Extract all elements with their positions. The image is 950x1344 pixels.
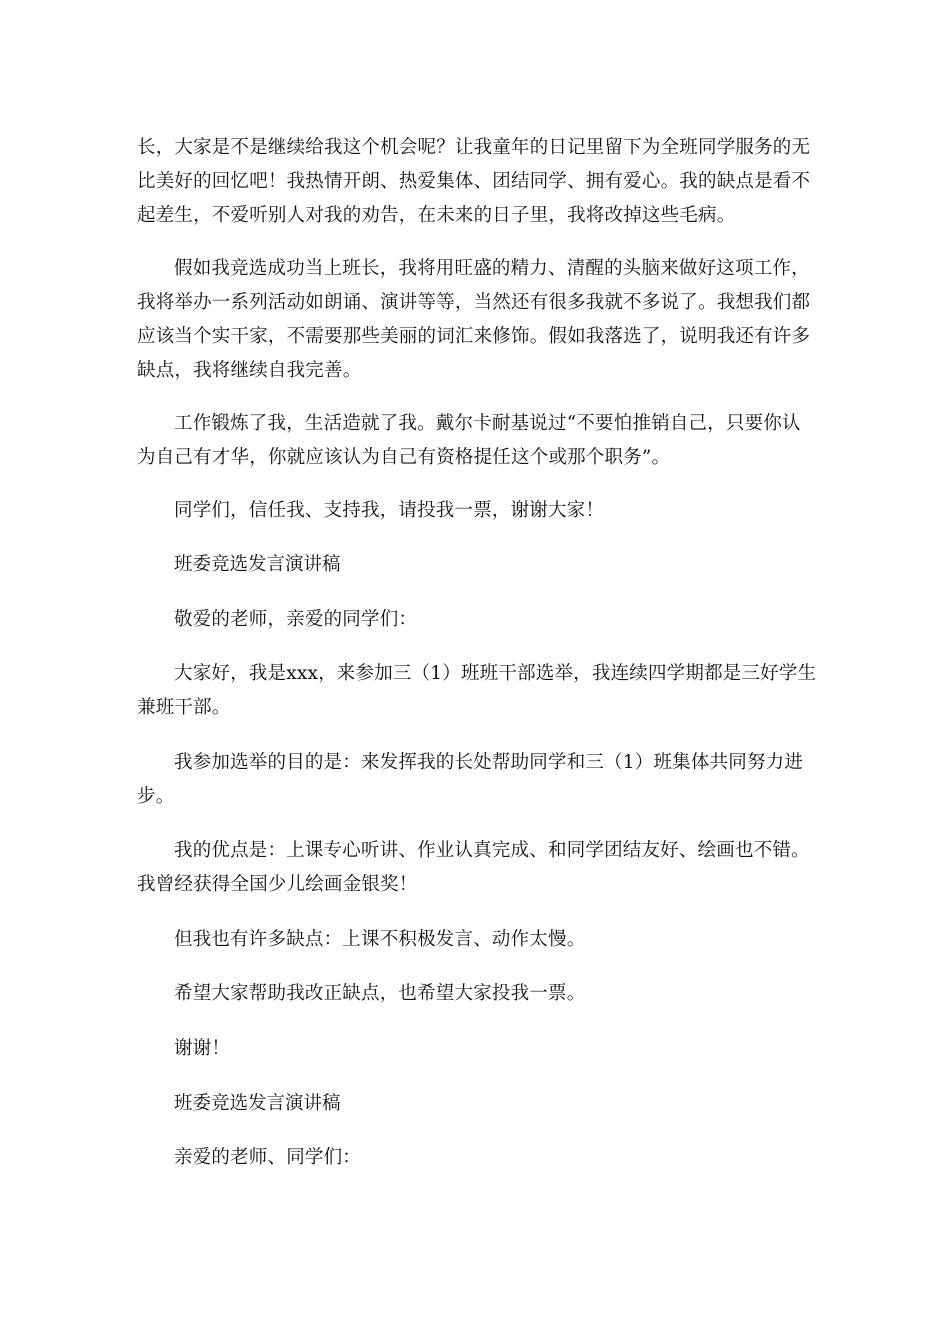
paragraph-carnegie-quote: 工作锻炼了我，生活造就了我。戴尔卡耐基说过“不要怕推销自己，只要你认为自己有才华，你就应该认为自己有资格提任这个或那个职务”。 bbox=[137, 413, 801, 468]
paragraph-introduction: 大家好，我是xxx，来参加三（1）班班干部选举，我连续四学期都是三好学生兼班干部。 bbox=[137, 663, 817, 718]
paragraph-hope: 希望大家帮助我改正缺点，也希望大家投我一票。 bbox=[174, 983, 586, 1004]
paragraph-thanks: 谢谢！ bbox=[174, 1038, 231, 1059]
paragraph-weaknesses: 但我也有许多缺点：上课不积极发言、动作太慢。 bbox=[174, 929, 586, 950]
section-title-2: 班委竞选发言演讲稿 bbox=[174, 1093, 341, 1114]
section-title: 班委竞选发言演讲稿 bbox=[174, 554, 341, 575]
salutation: 敬爱的老师，亲爱的同学们： bbox=[174, 609, 418, 630]
salutation-2: 亲爱的老师、同学们： bbox=[174, 1147, 362, 1168]
paragraph-purpose: 我参加选举的目的是：来发挥我的长处帮助同学和三（1）班集体共同努力进步。 bbox=[137, 752, 804, 807]
paragraph-if-elected: 假如我竞选成功当上班长，我将用旺盛的精力、清醒的头脑来做好这项工作，我将举办一系列活动如朗诵、演讲等等，当然还有很多我就不多说了。我想我们都应该当个实干家，不需要那些美丽的词汇来修饰。假如我落选了，说明我还有许多缺点，我将继续自我完善。 bbox=[137, 258, 811, 381]
paragraph-vote-appeal: 同学们，信任我、支持我，请投我一票，谢谢大家！ bbox=[174, 500, 605, 521]
paragraph-continuation: 长，大家是不是继续给我这个机会呢？让我童年的日记里留下为全班同学服务的无比美好的回忆吧！我热情开朗、热爱集体、团结同学、拥有爱心。我的缺点是看不起差生，不爱听别人对我的劝告，在未来的日子里，我将改掉这些毛病。 bbox=[137, 137, 811, 226]
paragraph-strengths: 我的优点是：上课专心听讲、作业认真完成、和同学团结友好、绘画也不错。我曾经获得全国少儿绘画金银奖！ bbox=[137, 840, 810, 895]
